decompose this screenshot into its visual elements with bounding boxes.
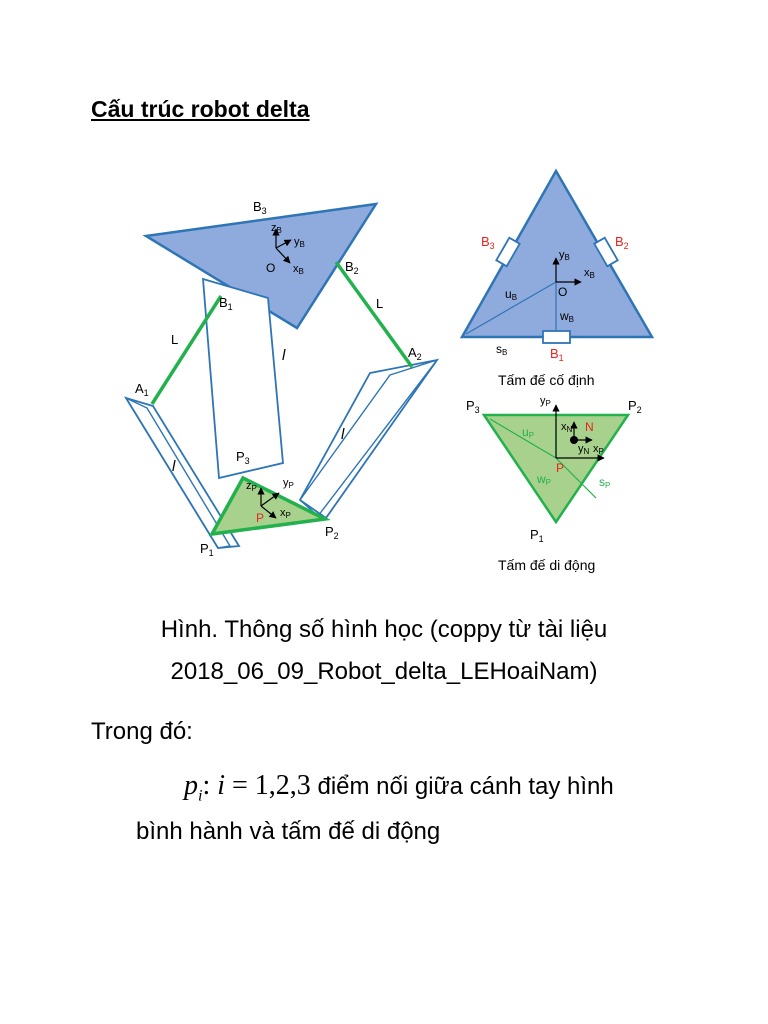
svg-text:B1: $B_1$ [219,295,233,312]
svg-text:uP: uP [522,425,535,440]
mobile-platform-top-view [466,395,642,573]
figure-caption-line-1: Hình. Thông số hình học (coppy từ tài liệu [160,616,608,643]
formula: $p_i$: i = 1,2,3 [184,770,311,805]
fixed-base-top-view [462,171,652,388]
svg-text:xB: xB [584,267,595,280]
upper-arm-2 [336,262,412,367]
where-label: Trong đó: [91,718,193,745]
svg-text:xP: xP [280,507,291,520]
mobile-platform-caption: Tấm đế di động [498,557,596,573]
svg-text:yB: yB [559,249,570,262]
description-line-2: bình hành và tấm đế di động [136,818,441,845]
page-title: Cấu trúc robot delta [91,96,310,122]
svg-text:L: L [376,296,384,311]
svg-text:B3: $B_3$ [481,234,495,251]
svg-text:uB: uB [505,287,518,302]
svg-text:yP: yP [540,395,551,408]
svg-text:zP: zP [246,480,257,493]
svg-text:P1: $P_1$ [530,527,544,544]
svg-text:P2: $P_2$ [628,398,642,415]
svg-text:yN: yN [578,443,590,456]
svg-text:P3: $P_3$ [466,398,480,415]
svg-text:l: l [172,458,176,475]
svg-text:P: P [556,461,565,475]
svg-text:sB: sB [496,342,508,357]
svg-text:yB: yB [294,236,305,249]
svg-text:P2: $P_2$ [325,524,339,541]
svg-text:O: O [558,285,568,299]
svg-text:A2: $A_2$ [408,345,422,362]
figure-caption-line-2: 2018_06_09_Robot_delta_LEHoaiNam) [170,658,598,685]
svg-text:B2: $B_2$ [345,259,359,276]
arm-parallelogram-2 [300,360,437,518]
svg-text:sP: sP [599,475,611,490]
svg-text:l: l [282,347,286,364]
svg-text:L: L [171,332,179,347]
svg-text:O: O [266,261,276,275]
svg-text:zB: zB [271,222,282,235]
svg-text:wP: wP [537,472,552,487]
description-line-1: điểm nối giữa cánh tay hình [310,773,614,800]
svg-text:B1: $B_1$ [550,346,564,363]
svg-text:yP: yP [283,477,294,490]
delta-robot-3d [126,199,437,558]
svg-text:P1: $P_1$ [200,541,214,558]
svg-text:xN: xN [561,421,573,434]
svg-text:xB: xB [293,263,304,276]
formula-line [184,770,614,806]
hinge-B1 [543,331,570,343]
svg-text:P: P [256,511,265,525]
svg-text:B3: $B_3$ [253,199,267,216]
svg-text:B2: $B_2$ [615,234,629,251]
svg-text:P3: $P_3$ [236,449,250,466]
fixed-base-triangle [462,171,652,337]
svg-text:wB: wB [560,309,575,324]
svg-text:N: N [585,420,594,434]
svg-text:l: l [341,426,345,443]
delta-robot-figure [0,160,768,590]
point-N [570,436,578,444]
svg-text:A1: $A_1$ [135,381,149,398]
fixed-base-caption: Tấm đế cố định [498,372,595,388]
svg-text:xP: xP [593,443,604,456]
